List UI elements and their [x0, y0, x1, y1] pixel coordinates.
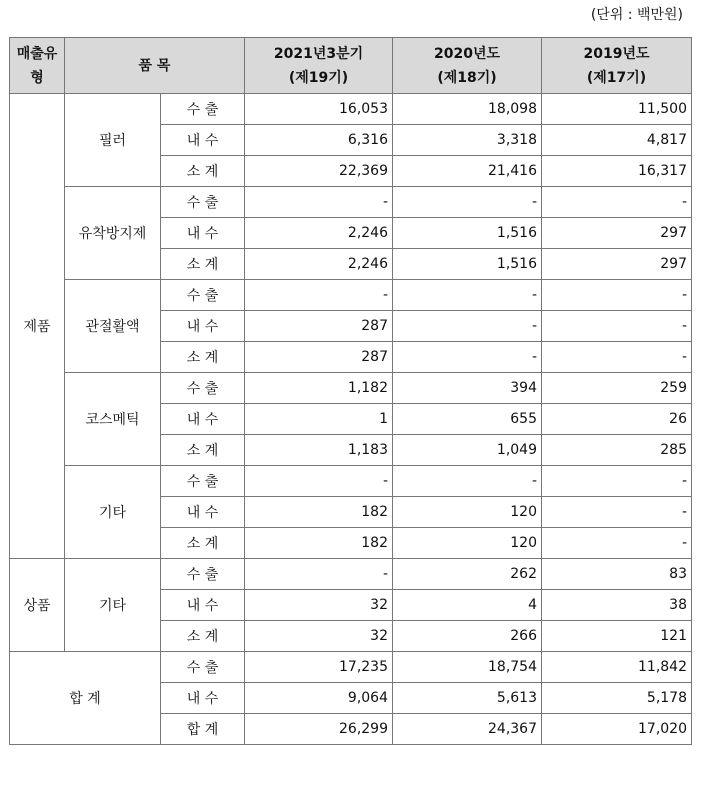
item-filler: 필러	[65, 94, 161, 187]
row-label: 내 수	[161, 311, 245, 342]
group-product: 제품	[10, 94, 65, 559]
value-2021: -	[245, 280, 393, 311]
table-row	[10, 652, 692, 683]
value-2021: 32	[245, 621, 393, 652]
header-type: 매출유형	[10, 38, 65, 94]
table-row	[10, 280, 692, 311]
value-2020: -	[393, 280, 542, 311]
value-2019: 121	[542, 621, 692, 652]
value-2021: 6,316	[245, 125, 393, 156]
value-2019: -	[542, 528, 692, 559]
header-col-2021: 2021년3분기 (제19기)	[245, 38, 393, 94]
value-2021: 1,182	[245, 373, 393, 404]
value-2021: 2,246	[245, 218, 393, 249]
table-row	[10, 94, 692, 125]
value-2021: 2,246	[245, 249, 393, 280]
value-2019: 4,817	[542, 125, 692, 156]
value-2021: 182	[245, 497, 393, 528]
header-col-2020: 2020년도 (제18기)	[393, 38, 542, 94]
value-2019: -	[542, 342, 692, 373]
row-label: 수 출	[161, 280, 245, 311]
value-2019: 16,317	[542, 156, 692, 187]
table-row	[10, 373, 692, 404]
table-row	[10, 466, 692, 497]
row-label: 수 출	[161, 652, 245, 683]
row-label: 수 출	[161, 187, 245, 218]
table-row	[10, 559, 692, 590]
value-2021: 26,299	[245, 714, 393, 745]
value-2020: 262	[393, 559, 542, 590]
value-2019: 297	[542, 218, 692, 249]
row-label: 내 수	[161, 590, 245, 621]
table-row	[10, 187, 692, 218]
value-2019: 259	[542, 373, 692, 404]
header-row	[10, 38, 692, 94]
value-2019: 11,500	[542, 94, 692, 125]
value-2021: -	[245, 187, 393, 218]
value-2021: 16,053	[245, 94, 393, 125]
row-label: 내 수	[161, 497, 245, 528]
value-2021: 182	[245, 528, 393, 559]
value-2021: 1	[245, 404, 393, 435]
row-label: 내 수	[161, 218, 245, 249]
row-label: 소 계	[161, 249, 245, 280]
item-adhesion-barrier: 유착방지제	[65, 187, 161, 280]
value-2019: 11,842	[542, 652, 692, 683]
value-2021: -	[245, 466, 393, 497]
value-2020: -	[393, 187, 542, 218]
value-2019: 83	[542, 559, 692, 590]
value-2020: 18,754	[393, 652, 542, 683]
item-product-other: 기타	[65, 466, 161, 559]
item-joint-fluid: 관절활액	[65, 280, 161, 373]
value-2020: 120	[393, 528, 542, 559]
value-2020: -	[393, 342, 542, 373]
value-2019: 26	[542, 404, 692, 435]
value-2019: -	[542, 311, 692, 342]
value-2021: 9,064	[245, 683, 393, 714]
value-2021: 287	[245, 342, 393, 373]
value-2020: 21,416	[393, 156, 542, 187]
header-col-2019: 2019년도 (제17기)	[542, 38, 692, 94]
value-2020: 655	[393, 404, 542, 435]
value-2019: -	[542, 280, 692, 311]
value-2019: 5,178	[542, 683, 692, 714]
value-2020: 24,367	[393, 714, 542, 745]
value-2021: 32	[245, 590, 393, 621]
value-2019: 297	[542, 249, 692, 280]
value-2021: 17,235	[245, 652, 393, 683]
value-2020: 394	[393, 373, 542, 404]
value-2020: 120	[393, 497, 542, 528]
row-label: 소 계	[161, 342, 245, 373]
header-item: 품 목	[65, 38, 245, 94]
group-total: 합 계	[10, 652, 161, 745]
row-label: 수 출	[161, 466, 245, 497]
value-2020: 5,613	[393, 683, 542, 714]
value-2020: 4	[393, 590, 542, 621]
row-label: 소 계	[161, 528, 245, 559]
row-label: 소 계	[161, 435, 245, 466]
value-2020: 18,098	[393, 94, 542, 125]
row-label: 수 출	[161, 559, 245, 590]
value-2019: -	[542, 187, 692, 218]
row-label: 수 출	[161, 94, 245, 125]
value-2021: 1,183	[245, 435, 393, 466]
value-2020: 1,516	[393, 249, 542, 280]
value-2020: -	[393, 466, 542, 497]
row-label: 내 수	[161, 683, 245, 714]
value-2020: 266	[393, 621, 542, 652]
value-2019: 17,020	[542, 714, 692, 745]
value-2021: 22,369	[245, 156, 393, 187]
value-2020: 3,318	[393, 125, 542, 156]
group-merchandise: 상품	[10, 559, 65, 652]
item-merchandise-other: 기타	[65, 559, 161, 652]
value-2020: 1,516	[393, 218, 542, 249]
value-2019: -	[542, 466, 692, 497]
value-2019: -	[542, 497, 692, 528]
row-label: 소 계	[161, 621, 245, 652]
value-2019: 285	[542, 435, 692, 466]
row-label: 내 수	[161, 404, 245, 435]
row-label: 수 출	[161, 373, 245, 404]
row-label: 소 계	[161, 156, 245, 187]
value-2019: 38	[542, 590, 692, 621]
row-label: 내 수	[161, 125, 245, 156]
item-cosmetic: 코스메틱	[65, 373, 161, 466]
row-label: 합 계	[161, 714, 245, 745]
value-2020: -	[393, 311, 542, 342]
sales-table	[9, 37, 692, 745]
value-2021: 287	[245, 311, 393, 342]
value-2020: 1,049	[393, 435, 542, 466]
unit-note: (단위 : 백만원)	[590, 7, 683, 23]
value-2021: -	[245, 559, 393, 590]
